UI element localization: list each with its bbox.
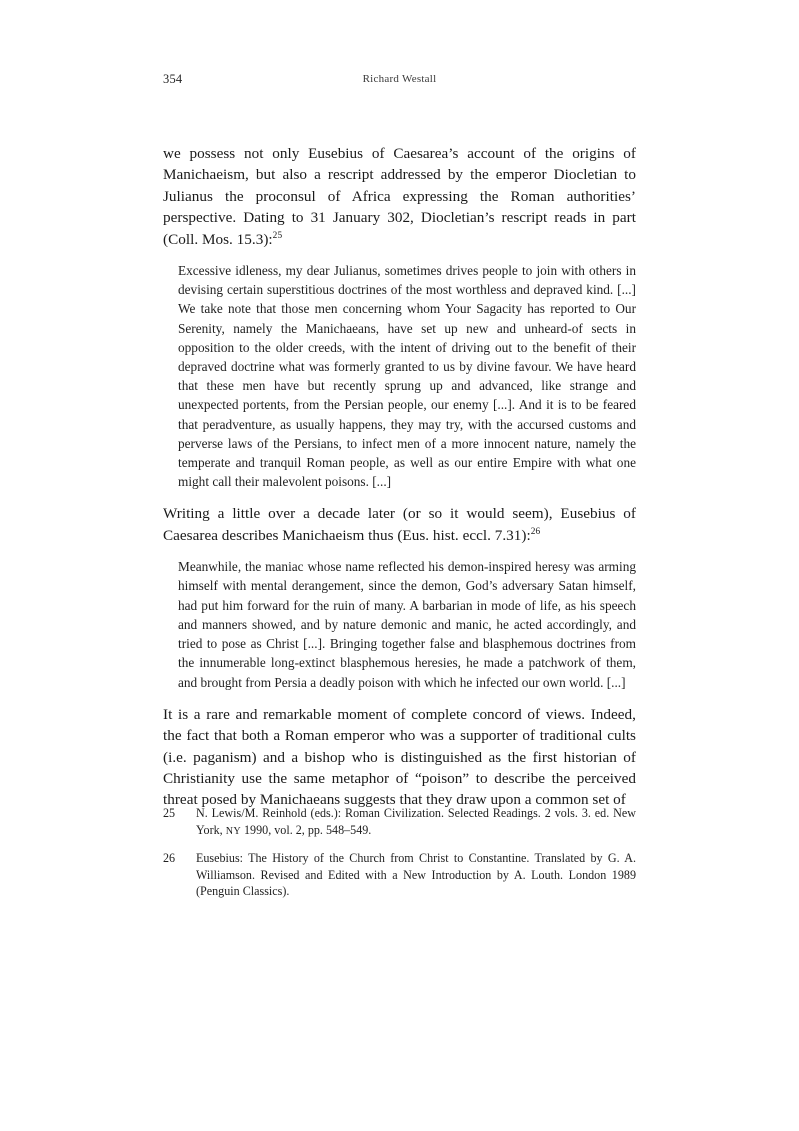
block-quote-eusebius-text: Meanwhile, the maniac whose name reflected his demon-inspired heresy was arming himself with mental derangement, since the demon, God’s adversary Satan himself, had put him forward for the ruin of many. A barbarian in mode of life, as his speech and manners showed, and by nature demonic and manic, he acted accordingly, and tried to pose as Christ [...]. Bringing together false and blasphemous doctrines from the innumerable long-extinct blasphemous heresies, he made a patchwork of them, and brought from Persia a deadly poison with which he infected our own world. [...] [178,559,636,690]
footnote-text-part-1: Eusebius: The History of the Church from Christ to Constantine. Translated by G. A. Williamson. Revised and Edited with a New Introduction by A. Louth. London 1989 (Penguin Classics). [196,851,636,899]
footnote-marker-26[interactable]: 26 [530,526,541,537]
footnote-smallcaps: NY [225,825,241,837]
footnote-text-part-1: N. Lewis/M. Reinhold (eds.): Roman Civilization. Selected Readings. 2 vols. 3. ed. New York, [196,806,636,837]
footnote-item [163,850,636,902]
paragraph-1 [163,143,636,250]
running-head-author: Richard Westall [362,73,437,85]
footnote-number: 25 [163,806,176,820]
paragraph-3: It is a rare and remarkable moment of complete concord of views. Indeed, the fact that both a Roman emperor who was a supporter of traditional cults (i.e. paganism) and a bishop who is distinguished as the first historian of Christianity use the same metaphor of “poison” to describe the perceived threat posed by Manichaeans suggests that they draw upon a common set of [163,705,636,809]
block-quote-eusebius [163,557,636,691]
paragraph-2-text: Writing a little over a decade later (or so it would seem), Eusebius of Caesarea describes Manichaeism thus (Eus. hist. eccl. 7.31): [163,505,636,544]
block-quote-diocletian-text: Excessive idleness, my dear Julianus, sometimes drives people to join with others in devising certain superstitious doctrines of the most worthless and depraved kind. [...] We take note that those men concerning whom Your Sagacity has reported to Our Serenity, namely the Manichaeans, have set up new and unheard-of sects in opposition to the older creeds, with the intent of driving out to the benefit of their depraved doctrine what was formerly granted to us by divine favour. We have heard that these men have but recently sprung up and advanced, like strange and unexpected portents, from the Persian people, our enemy [...]. And it is to be feared that peradventure, as usually happens, they may try, with the accursed customs and perverse laws of the Persians, to infect men of a more innocent nature, namely the temperate and tranquil Roman people, as well as our entire Empire with what one might call their malevolent poisons. [...] [178,263,636,490]
paragraph-2 [163,503,636,546]
footnote-item [163,805,636,840]
footnote-text-part-2: 1990, vol. 2, pp. 548–549. [240,822,372,837]
text-block [163,143,636,811]
footnote-marker-25[interactable]: 25 [272,230,283,241]
footnote-text [196,805,636,840]
page-number: 354 [163,72,183,86]
footnote-number: 26 [163,851,176,866]
footnote-text [196,850,636,902]
footnote-section [163,805,636,902]
running-head [163,72,636,88]
paragraph-1-text: we possess not only Eusebius of Caesarea’s account of the origins of Manichaeism, but also a rescript addressed by the emperor Diocletian to Julianus the proconsul of Africa expressing the Roman authorities’ perspective. Dating to 31 January 302, Diocletian’s rescript reads in part (Coll. Mos. 15.3): [163,145,636,248]
block-quote-diocletian [163,261,636,491]
